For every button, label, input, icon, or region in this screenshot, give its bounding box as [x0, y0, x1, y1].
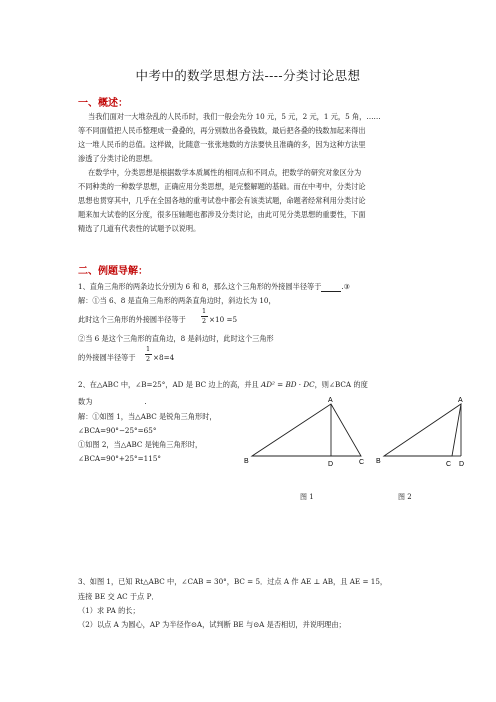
q2-solution-3: ①如图 2，当△ABC 是钝角三角形时，: [78, 440, 203, 449]
q1-case2-line1: ②当 6 是这个三角形的直角边，8 是斜边时，此时这个三角形: [78, 334, 274, 343]
q1-solution-intro: 解：①当 6、8 是直角三角形的两条直角边时，斜边长为 10，: [78, 296, 276, 305]
figure-2-caption: 图 2: [398, 493, 412, 501]
text-line: 这一堆人民币的总值。这样做，比随意一张张地数的方法要快且准确的多，因为这种方法里: [78, 140, 366, 149]
q2-formula: AD² = BD · DC: [261, 380, 315, 389]
q1-case2-expression: ×8=4: [153, 353, 175, 362]
q2-stem-b: ，则∠BCA 的度: [314, 380, 368, 389]
q2-stem-c: 数为: [78, 397, 93, 406]
q2-solution-1: 解：①如图 1，当△ABC 是锐角三角形时，: [78, 412, 217, 421]
q1-stem: [78, 282, 350, 292]
q2-stem-a: 2、在△ABC 中，∠B=25°，AD 是 BC 边上的高，并且: [78, 380, 259, 389]
q2-stem-line1: [78, 380, 368, 390]
figure-1-acute-triangle: [244, 396, 368, 472]
figure-1-caption: 图 1: [300, 493, 314, 501]
overview-heading: 一、概述：: [78, 98, 128, 109]
q3-line2: 连接 BE 交 AC 于点 P．: [78, 592, 159, 601]
label-C: C: [446, 461, 452, 468]
fraction-numerator: 1: [145, 345, 151, 353]
text-line: 在数学中，分类思想是根据数学本质属性的相同点和不同点，把数学的研究对象区分为: [88, 168, 362, 177]
text-line: 不同种类的一种数学思想，正确应用分类思想，是完整解题的基础。而在中考中，分类讨论: [78, 182, 366, 191]
page-title: 中考中的数学思想方法----分类讨论思想: [135, 68, 361, 83]
fraction-numerator: 1: [201, 307, 207, 315]
text-line: 题来加大试卷的区分度，很多压轴题也都涉及分类讨论，由此可见分类思想的重要性，下面: [78, 210, 366, 219]
label-D: D: [328, 461, 334, 468]
label-D: D: [459, 461, 465, 468]
q1-stem-end: .③: [341, 282, 351, 291]
q3-sub2: （2）以点 A 为圆心，AP 为半径作⊙A，试判断 BE 与⊙A 是否相切，并说明理由；: [78, 620, 346, 629]
fraction-denominator: 2: [145, 355, 151, 363]
label-A: A: [328, 397, 333, 404]
figure-2-obtuse-triangle: [376, 396, 472, 472]
triangle-abc: [384, 404, 461, 456]
label-B: B: [244, 458, 249, 465]
examples-heading: 二、例题导解：: [78, 266, 148, 277]
text-line: 思想也贯穿其中，几乎在全国各地的重考试卷中都会有该类试题，命题者经常利用分类讨论: [78, 196, 366, 205]
label-A: A: [458, 397, 463, 404]
text-line: 渗透了分类讨论的思想。: [78, 154, 158, 163]
q1-case1: 此时这个三角形的外接圆半径等于: [78, 315, 186, 324]
q2-solution-2: ∠BCA=90°−25°=65°: [78, 426, 157, 435]
text-line: 当我们面对一大堆杂乱的人民币时，我们一般会先分 10 元，5 元，2 元，1 元，5 角，……: [88, 112, 381, 121]
q1-stem-text: 1、直角三角形的两条边长分别为 6 和 8，那么这个三角形的外接圆半径等于: [78, 282, 322, 291]
q2-solution-4: ∠BCA=90°+25°=115°: [78, 454, 161, 463]
answer-blank: [321, 284, 341, 292]
q3-line1: 3、如图 1，已知 Rt△ABC 中，∠CAB = 30°，BC = 5．过点 A 作 AE ⊥ AB，且 AE = 15，: [78, 577, 388, 586]
label-B: B: [376, 458, 381, 465]
q3-sub1: （1）求 PA 的长；: [78, 606, 140, 615]
q2-stem-c-end: .: [144, 397, 147, 406]
q1-case2-line2: 的外接圆半径等于: [78, 353, 136, 362]
label-C: C: [359, 459, 365, 466]
fraction-denominator: 2: [201, 317, 207, 325]
text-line: 等不同面值把人民币整理成一叠叠的，再分别数出各叠钱数，最后把各叠的钱数加起来得出: [78, 126, 366, 135]
text-line: 精选了几道有代表性的试题予以说明。: [78, 224, 201, 233]
q1-case1-expression: ×10 =5: [209, 315, 238, 324]
q2-stem-line2: [78, 397, 147, 407]
triangle-abc: [252, 404, 361, 456]
